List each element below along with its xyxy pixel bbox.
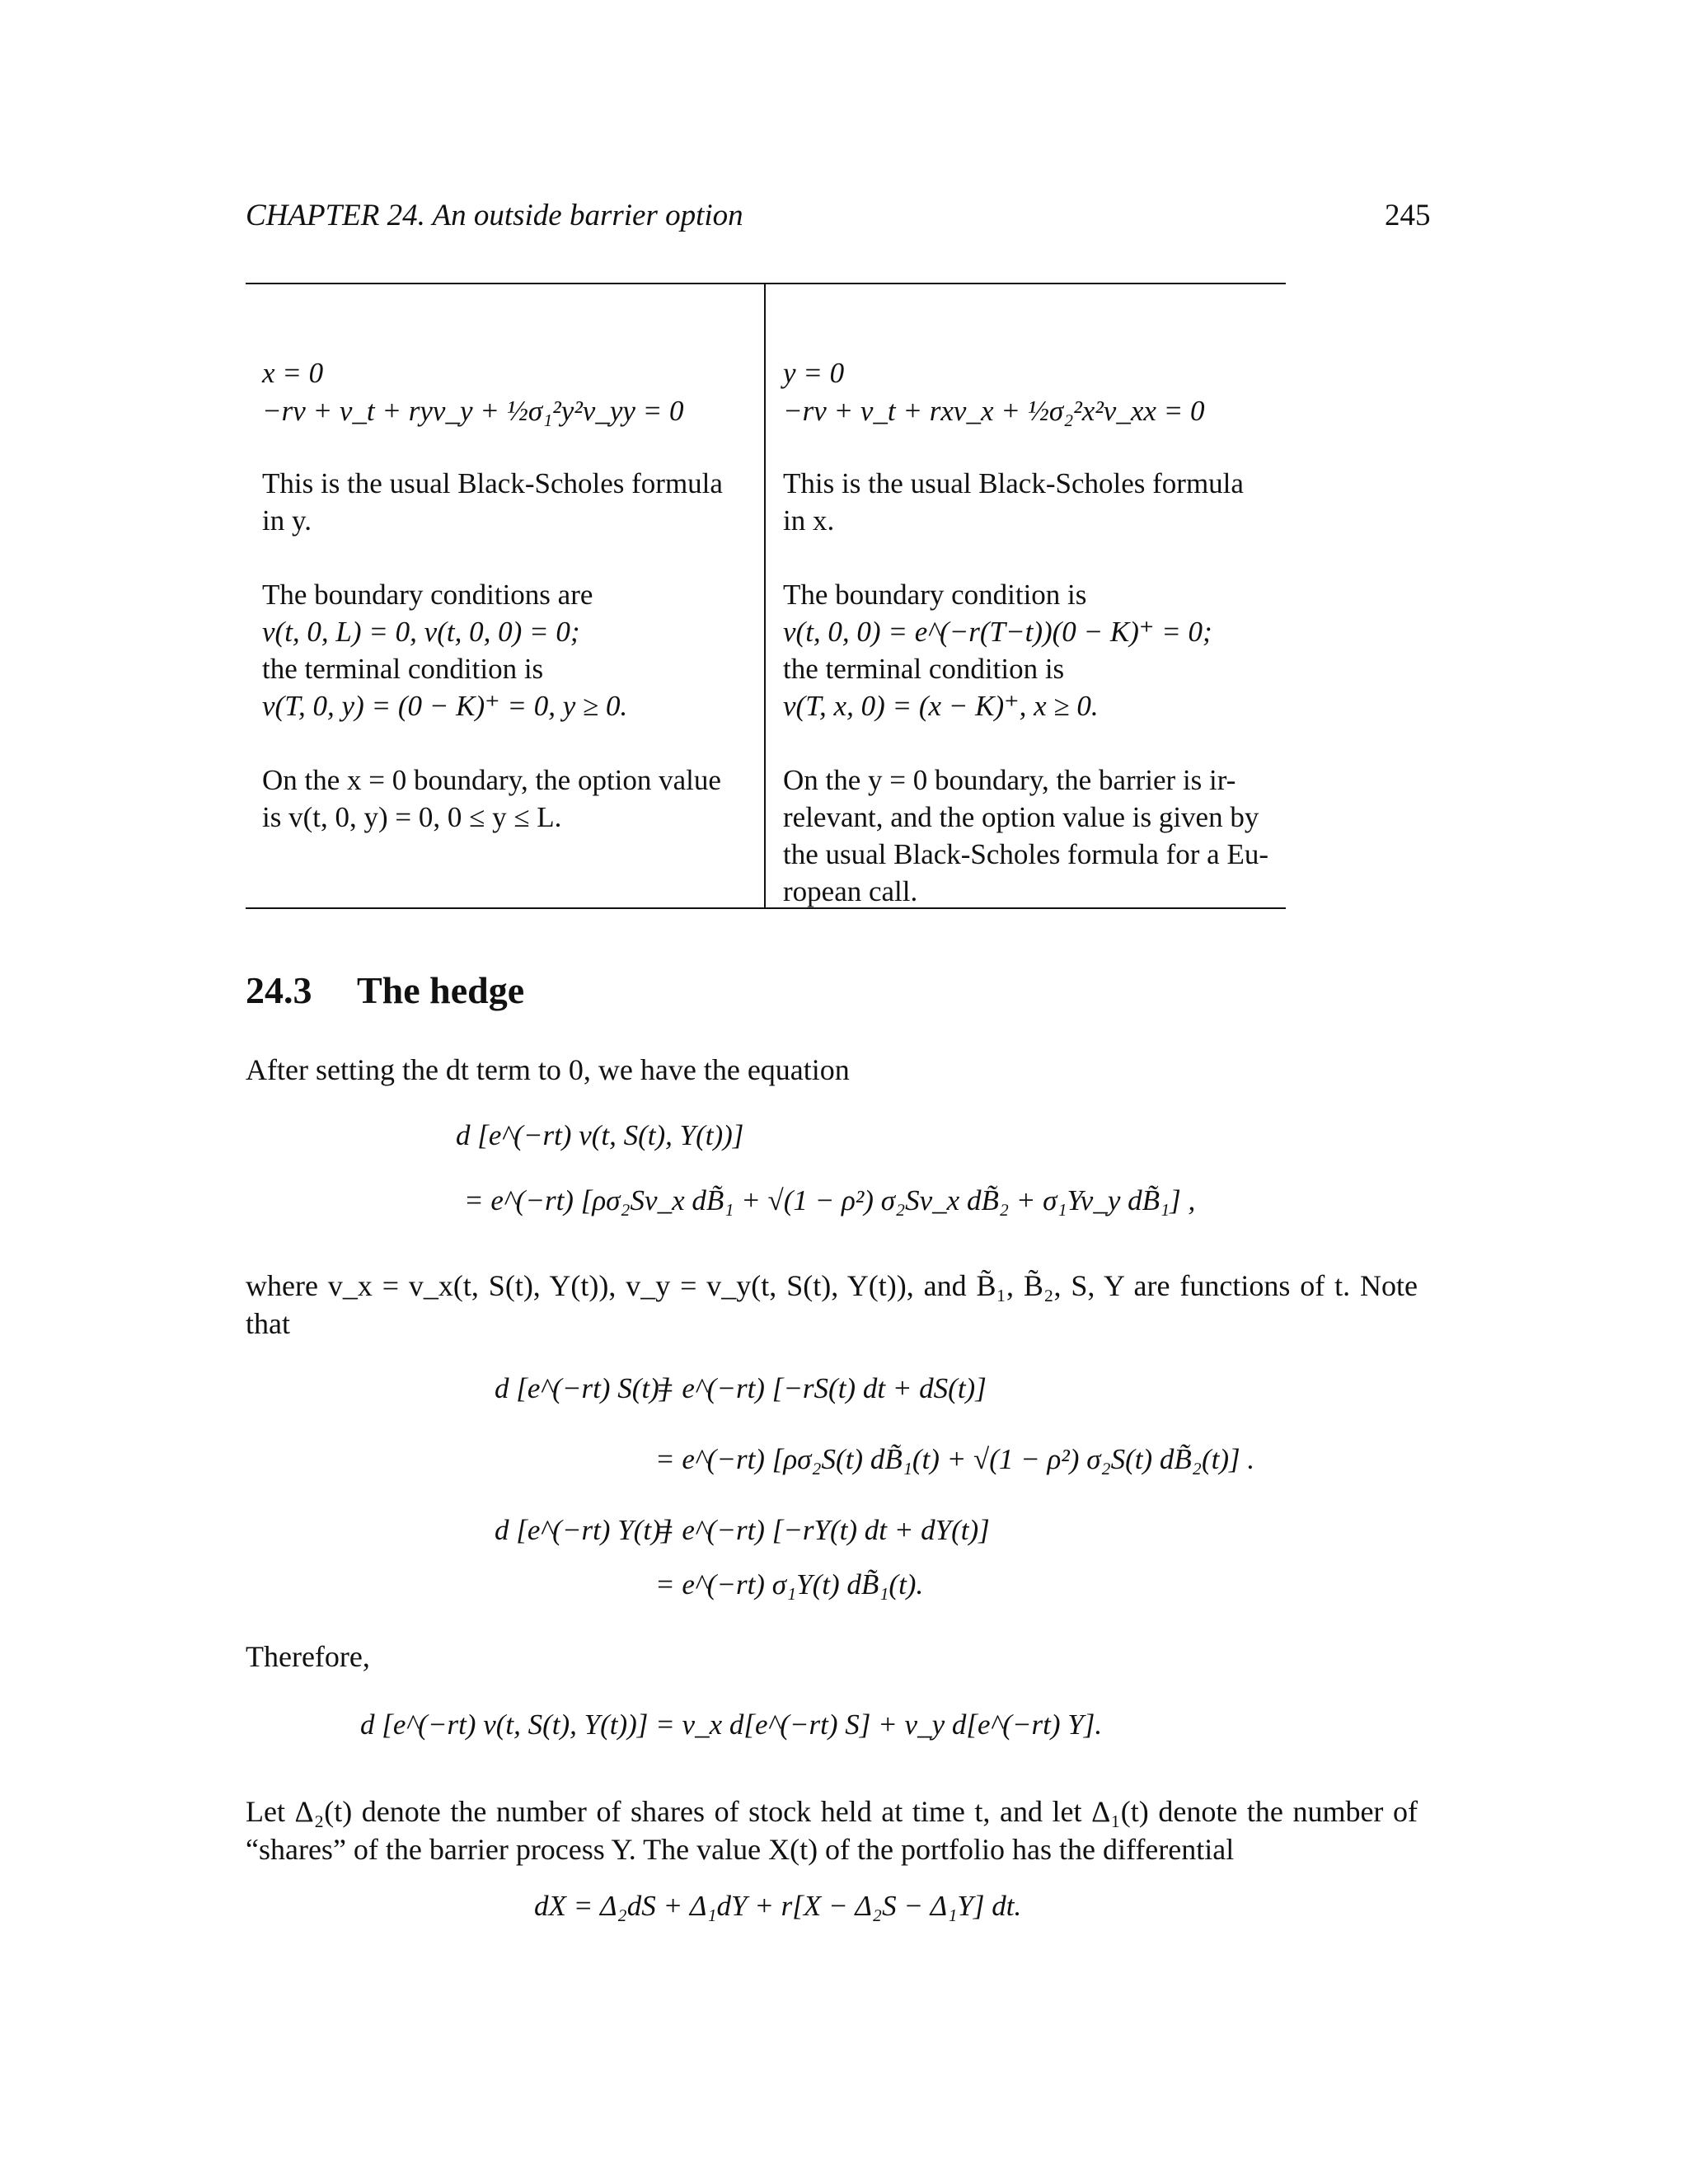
paragraph-where: where v_x = v_x(t, S(t), Y(t)), v_y = v_y(t, S(t), Y(t)), and B̃₁, B̃₂, S, Y are functions of t. Note xyxy=(246,1269,1418,1302)
section-heading xyxy=(246,968,524,1012)
right-bs-text-2: in x. xyxy=(783,504,835,537)
right-bs-text-1: This is the usual Black-Scholes formula xyxy=(783,467,1244,499)
right-boundary: y = 0 xyxy=(783,357,845,389)
right-pde: −rv + v_t + rxv_x + ½σ₂²x²v_xx = 0 xyxy=(783,395,1205,427)
left-pde: −rv + v_t + ryv_y + ½σ₁²y²v_yy = 0 xyxy=(262,395,684,427)
right-value-3: the usual Black-Scholes formula for a Eu- xyxy=(783,838,1268,870)
equation-1-line-2: = e^(−rt) [ρσ₂Sv_x dB̃₁ + √(1 − ρ²) σ₂Sv_x dB̃₂ + σ₁Yv_y dB̃₁] , xyxy=(464,1184,1196,1216)
page-number: 245 xyxy=(1385,199,1431,232)
left-value-1: On the x = 0 boundary, the option value xyxy=(262,764,721,796)
paragraph-therefore: Therefore, xyxy=(246,1640,370,1673)
table-top-rule xyxy=(246,283,1286,284)
section-title: The hedge xyxy=(357,969,525,1011)
right-cond-1: The boundary condition is xyxy=(783,579,1087,611)
left-boundary: x = 0 xyxy=(262,357,324,389)
right-value-4: ropean call. xyxy=(783,875,918,907)
table-column-divider xyxy=(764,283,766,909)
section-number: 24.3 xyxy=(246,969,312,1011)
paragraph-intro: After setting the dt term to 0, we have the equation xyxy=(246,1053,850,1086)
left-cond-1: The boundary conditions are xyxy=(262,579,593,611)
paragraph-let-line-1: Let Δ₂(t) denote the number of shares of stock held at time t, and let Δ₁(t) denote the number of xyxy=(246,1795,1418,1828)
table-bottom-rule xyxy=(246,907,1286,909)
right-cond-4: v(T, x, 0) = (x − K)⁺, x ≥ 0. xyxy=(783,690,1099,722)
equation-2-rhs-3: = e^(−rt) [−rY(t) dt + dY(t)] xyxy=(655,1514,990,1546)
left-cond-2: v(t, 0, L) = 0, v(t, 0, 0) = 0; xyxy=(262,616,580,648)
left-cond-3: the terminal condition is xyxy=(262,653,544,685)
left-value-2: is v(t, 0, y) = 0, 0 ≤ y ≤ L. xyxy=(262,801,562,833)
paragraph-let-line-2: “shares” of the barrier process Y. The value X(t) of the portfolio has the differential xyxy=(246,1833,1235,1866)
equation-2-lhs-1: d [e^(−rt) S(t)] xyxy=(495,1372,671,1404)
paragraph-where-cont: that xyxy=(246,1307,290,1340)
running-title: CHAPTER 24. An outside barrier option xyxy=(246,199,743,232)
equation-2-rhs-2: = e^(−rt) [ρσ₂S(t) dB̃₁(t) + √(1 − ρ²) σ₂S(t) dB̃₂(t)] . xyxy=(655,1443,1255,1475)
right-value-2: relevant, and the option value is given by xyxy=(783,801,1259,833)
left-bs-text-2: in y. xyxy=(262,504,312,537)
equation-1-line-1: d [e^(−rt) v(t, S(t), Y(t))] xyxy=(456,1119,744,1151)
left-cond-4: v(T, 0, y) = (0 − K)⁺ = 0, y ≥ 0. xyxy=(262,690,628,722)
equation-2-lhs-3: d [e^(−rt) Y(t)] xyxy=(495,1514,673,1546)
left-bs-text-1: This is the usual Black-Scholes formula xyxy=(262,467,723,499)
right-value-1: On the y = 0 boundary, the barrier is ir- xyxy=(783,764,1236,796)
equation-4: dX = Δ₂dS + Δ₁dY + r[X − Δ₂S − Δ₁Y] dt. xyxy=(534,1890,1022,1922)
equation-2-rhs-4: = e^(−rt) σ₁Y(t) dB̃₁(t). xyxy=(655,1568,924,1601)
equation-2-rhs-1: = e^(−rt) [−rS(t) dt + dS(t)] xyxy=(655,1372,987,1404)
equation-3: d [e^(−rt) v(t, S(t), Y(t))] = v_x d[e^(−rt) S] + v_y d[e^(−rt) Y]. xyxy=(360,1708,1103,1741)
right-cond-2: v(t, 0, 0) = e^(−r(T−t))(0 − K)⁺ = 0; xyxy=(783,616,1212,648)
right-cond-3: the terminal condition is xyxy=(783,653,1065,685)
